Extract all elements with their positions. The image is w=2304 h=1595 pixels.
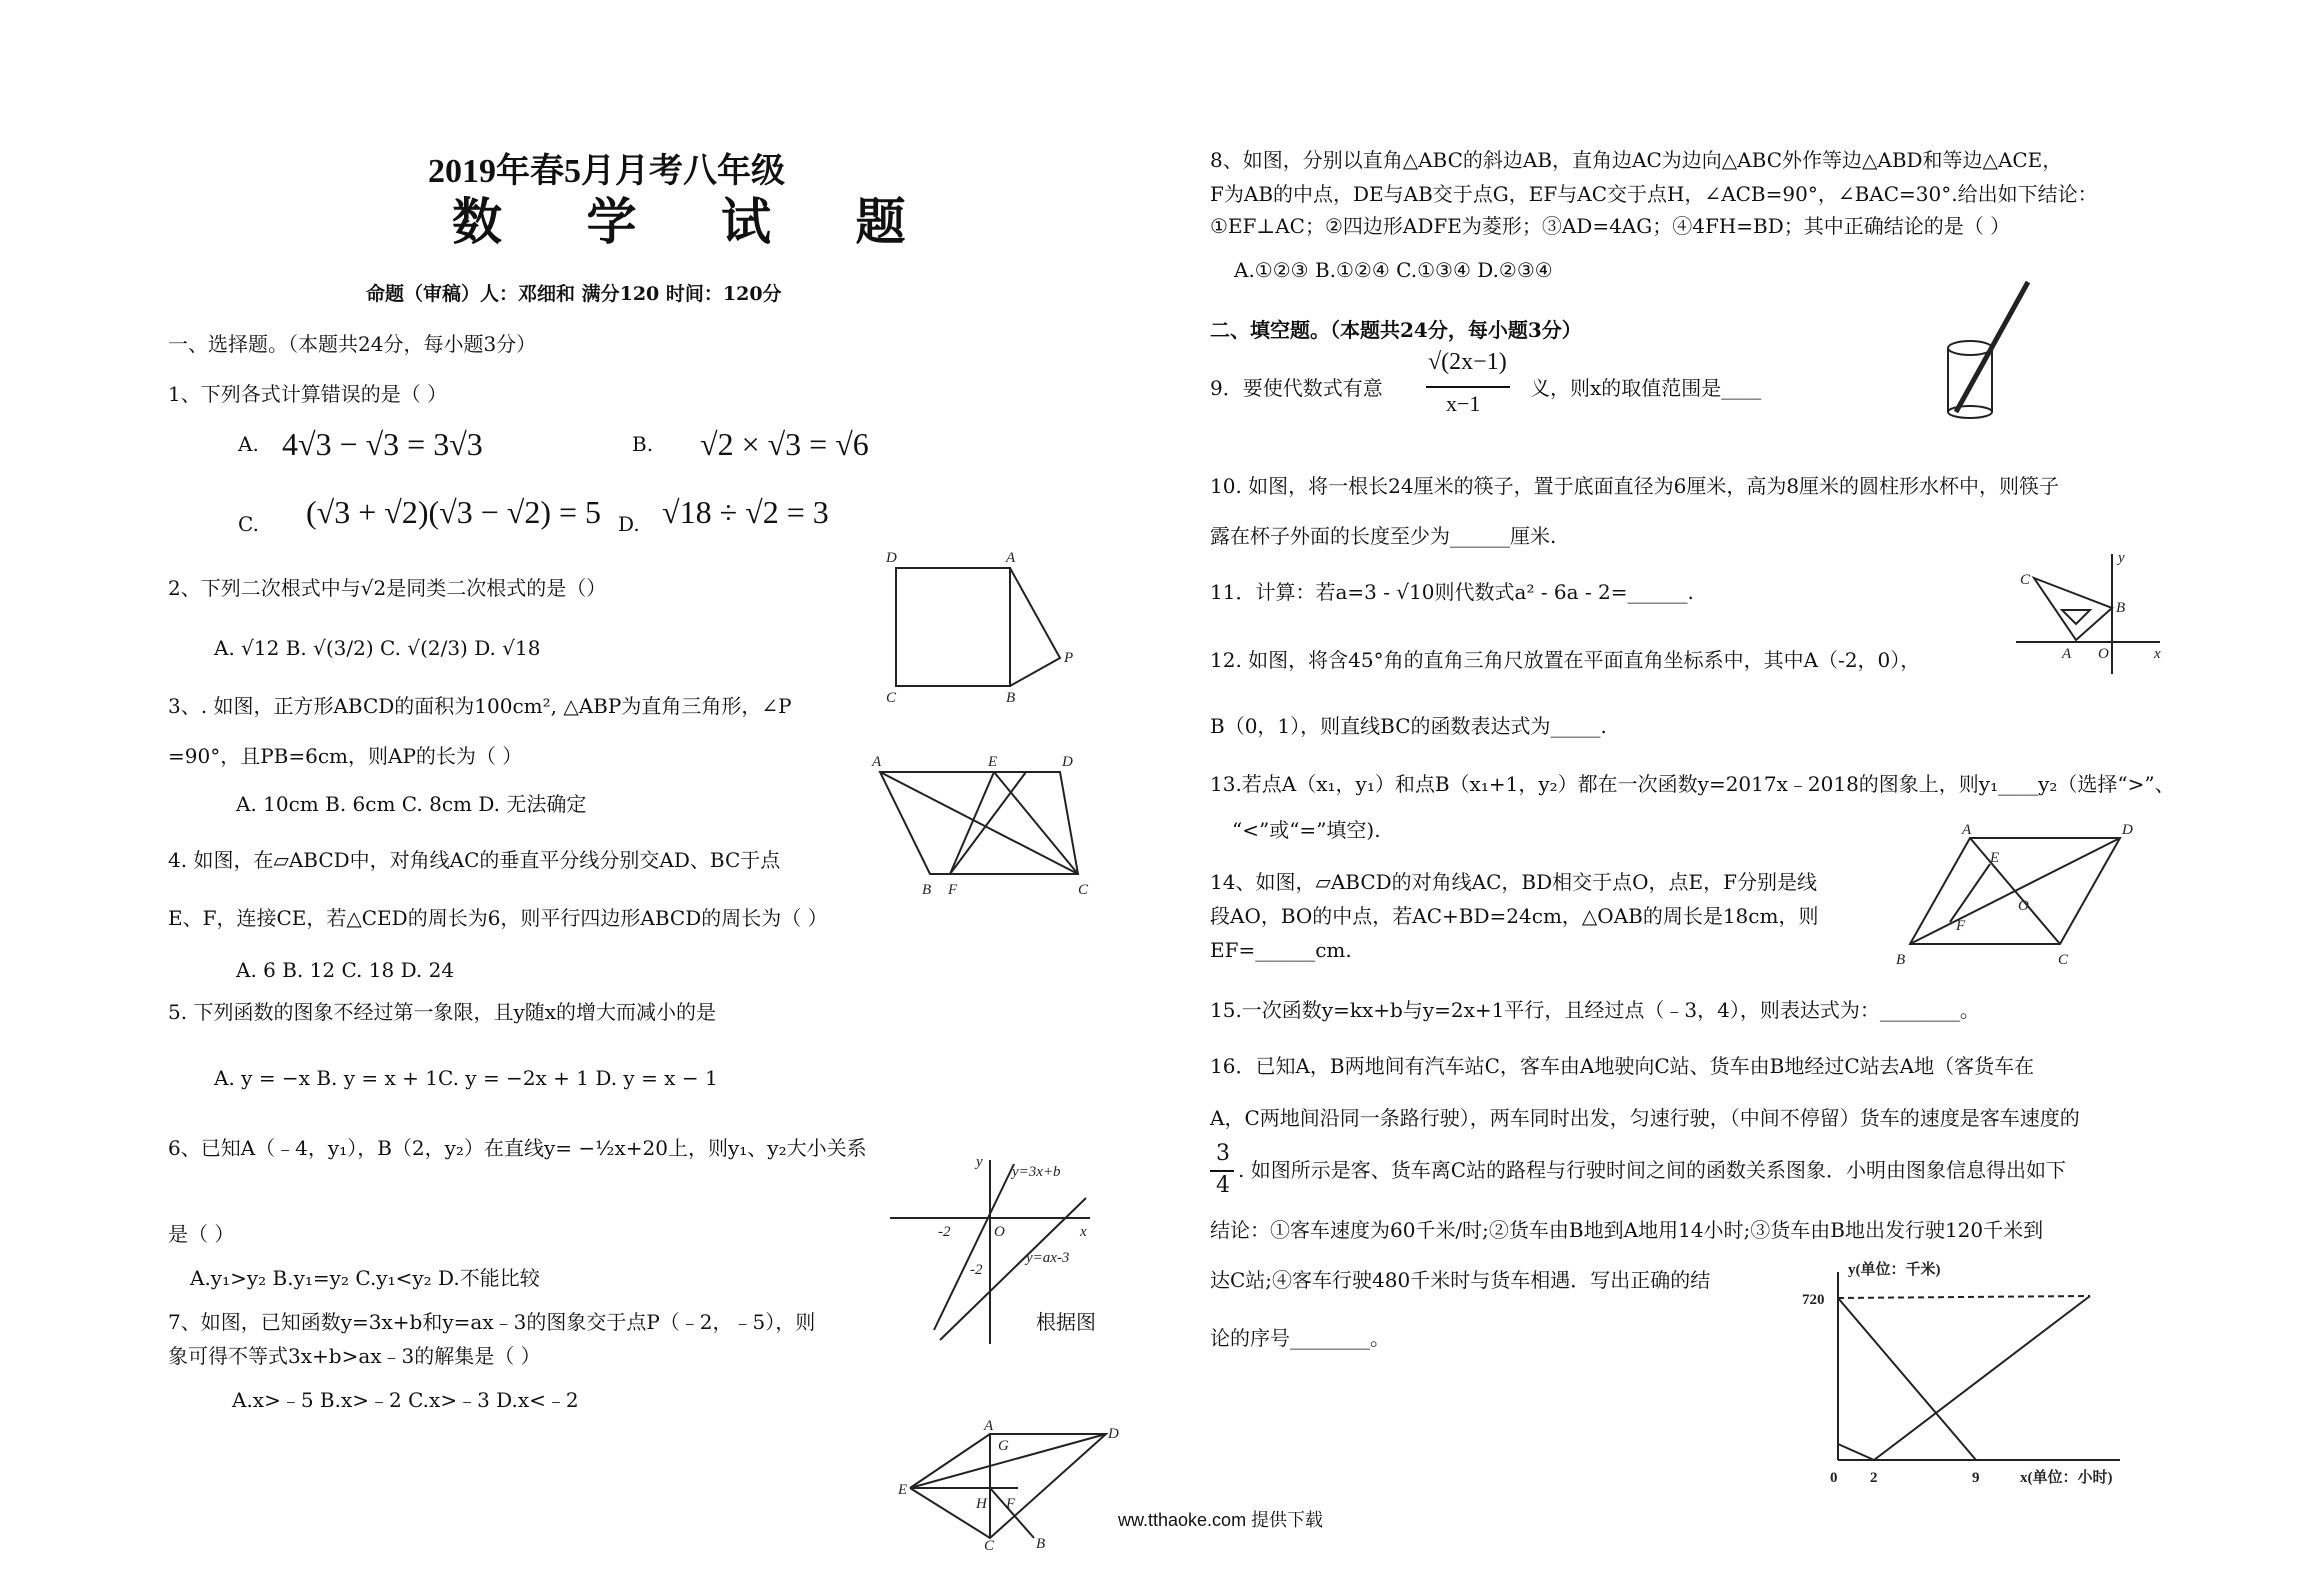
question-16-line3: . 如图所示是客、货车离C站的路程与行驶时间之间的函数关系图象．小明由图象信息得出如下 <box>1238 1158 2067 1182</box>
section-2-heading: 二、填空题。（本题共24分，每小题3分） <box>1210 318 1582 342</box>
q8-options: A.①②③ B.①②④ C.①③④ D.②③④ <box>1234 258 1553 282</box>
fig4-label-b: B <box>922 882 932 898</box>
fig14-label-d: D <box>2122 822 2133 838</box>
fig16-label-720: 720 <box>1802 1292 1825 1308</box>
question-7-line2: 象可得不等式3x+b>ax﹣3的解集是（ ） <box>168 1344 541 1368</box>
fig8-label-g: G <box>998 1438 1009 1454</box>
question-14-line2: 段AO，BO的中点，若AC+BD=24cm，△OAB的周长是18cm，则 <box>1210 904 1819 928</box>
question-7-line1: 7、如图，已知函数y=3x+b和y=ax﹣3的图象交于点P（﹣2，﹣5），则 <box>168 1310 816 1334</box>
question-2: 2、下列二次根式中与√2是同类二次根式的是（） <box>168 576 607 600</box>
question-4-line1: 4. 如图，在▱ABCD中，对角线AC的垂直平分线分别交AD、BC于点 <box>168 848 781 872</box>
fig14-label-b: B <box>1896 952 1906 968</box>
q2-options: A. √12 B. √(3/2) C. √(2/3) D. √18 <box>214 636 541 660</box>
exam-title-line2: 数 学 试 题 <box>452 194 942 250</box>
question-16-line5: 达C站;④客车行驶480千米时与货车相遇．写出正确的结 <box>1210 1268 1711 1292</box>
question-5: 5. 下列函数的图象不经过第一象限，且y随x的增大而减小的是 <box>168 1000 717 1024</box>
q16-fraction-denominator: 4 <box>1216 1173 1230 1198</box>
fig14-label-c: C <box>2058 952 2069 968</box>
question-10-line2: 露在杯子外面的长度至少为______厘米. <box>1210 524 1557 548</box>
q6-options: A.y₁>y₂ B.y₁=y₂ C.y₁<y₂ D.不能比较 <box>190 1266 540 1290</box>
question-15: 15.一次函数y=kx+b与y=2x+1平行，且经过点（﹣3，4），则表达式为：________。 <box>1210 998 1980 1022</box>
question-9-post: 义，则x的取值范围是____ <box>1530 376 1762 400</box>
fig7-label-line2: y=ax-3 <box>1026 1250 1070 1266</box>
figure-lines-q7 <box>880 1150 1100 1350</box>
question-1: 1、下列各式计算错误的是（ ） <box>168 382 448 406</box>
fig8-label-d: D <box>1108 1426 1119 1442</box>
question-13-line1: 13.若点A（x₁，y₁）和点B（x₁+1，y₂）都在一次函数y=2017x﹣2018的图象上，则y₁____y₂（选择“>”、 <box>1210 772 2175 796</box>
fig16-label-2: 2 <box>1870 1470 1878 1486</box>
exam-meta: 命题（审稿）人：邓细和 满分120 时间：120分 <box>366 283 782 305</box>
q7-options: A.x>﹣5 B.x>﹣2 C.x>﹣3 D.x<﹣2 <box>232 1388 579 1412</box>
question-10-line1: 10. 如图，将一根长24厘米的筷子，置于底面直径为6厘米，高为8厘米的圆柱形水杯中，则筷子 <box>1210 474 2060 498</box>
q16-fraction-numerator: 3 <box>1216 1141 1230 1166</box>
q9-fraction-denominator: x−1 <box>1446 391 1481 416</box>
fig-label-d: D <box>886 550 897 566</box>
figure-cup-q10 <box>1930 276 2040 426</box>
fig-label-c: C <box>886 690 897 706</box>
fig14-label-o: O <box>2018 898 2029 914</box>
question-8-line2: F为AB的中点，DE与AB交于点G，EF与AC交于点H，∠ACB=90°，∠BAC=30°.给出如下结论： <box>1210 182 2098 206</box>
question-3-line1: 3、. 如图，正方形ABCD的面积为100cm², △ABP为直角三角形，∠P <box>168 694 792 718</box>
q1-option-c-label: C. <box>238 512 259 536</box>
q5-options: A. y = −x B. y = x + 1C. y = −2x + 1 D. y = x − 1 <box>214 1066 718 1090</box>
fig7-label-x: x <box>1080 1224 1087 1240</box>
question-7-tail: 根据图 <box>1036 1310 1096 1334</box>
question-14-line1: 14、如图，▱ABCD的对角线AC，BD相交于点O，点E，F分别是线 <box>1210 870 1818 894</box>
fig7-label-o: O <box>994 1224 1005 1240</box>
q1-option-c: (√3 + √2)(√3 − √2) = 5 <box>306 494 602 530</box>
fig14-label-f: F <box>1956 918 1966 934</box>
question-16-line6: 论的序号________。 <box>1210 1326 1390 1350</box>
question-14-line3: EF=______cm. <box>1210 938 1352 962</box>
question-11: 11．计算：若a=3 - √10则代数式a² - 6a - 2=______. <box>1210 580 1694 604</box>
fig12-label-c: C <box>2020 572 2031 588</box>
question-12-line1: 12. 如图，将含45°角的直角三角尺放置在平面直角坐标系中，其中A（-2，0）， <box>1210 648 1921 672</box>
q3-options: A. 10cm B. 6cm C. 8cm D. 无法确定 <box>236 792 587 816</box>
fig8-label-a: A <box>984 1418 994 1434</box>
q9-fraction-numerator: √(2x−1) <box>1428 349 1507 375</box>
fig4-label-a: A <box>872 754 882 770</box>
question-4-line2: E、F，连接CE，若△CED的周长为6，则平行四边形ABCD的周长为（ ） <box>168 906 828 930</box>
q9-fraction-bar <box>1426 386 1510 388</box>
exam-title-line1: 2019年春5月月考八年级 <box>428 153 785 190</box>
fig12-label-a: A <box>2062 646 2072 662</box>
fig12-label-b: B <box>2116 600 2126 616</box>
figure-square-triangle <box>880 548 1080 708</box>
q1-option-a-label: A. <box>238 432 259 456</box>
section-1-heading: 一、选择题。（本题共24分，每小题3分） <box>168 332 537 356</box>
figure-axes-q12 <box>2006 548 2166 678</box>
fig12-label-o: O <box>2098 646 2109 662</box>
figure-parallelogram-q4 <box>866 750 1089 900</box>
fig14-label-a: A <box>1962 822 1972 838</box>
footer-source: ww.tthaoke.com 提供下载 <box>1118 1510 1324 1530</box>
fig12-label-y: y <box>2118 550 2125 566</box>
figure-triangles-q8 <box>896 1418 1126 1554</box>
fig4-label-d: D <box>1062 754 1073 770</box>
q1-option-d-label: D. <box>618 512 640 536</box>
fig8-label-b: B <box>1036 1536 1046 1552</box>
fig16-label-0: 0 <box>1830 1470 1838 1486</box>
fig16-label-y: y(单位：千米) <box>1848 1262 1941 1278</box>
question-3-line2: =90°，且PB=6cm，则AP的长为（ ） <box>168 744 523 768</box>
question-8-line1: 8、如图，分别以直角△ABC的斜边AB，直角边AC为边向△ABC外作等边△ABD和等边△ACE， <box>1210 148 2063 172</box>
q16-fraction-bar <box>1210 1170 1234 1172</box>
question-16-line4: 结论：①客车速度为60千米/时;②货车由B地到A地用14小时;③货车由B地出发行驶120千米到 <box>1210 1218 2044 1242</box>
fig7-label-y: y <box>976 1154 983 1170</box>
question-16-line1: 16．已知A，B两地间有汽车站C，客车由A地驶向C站、货车由B地经过C站去A地（客货车在 <box>1210 1054 2035 1078</box>
fig-label-p: P <box>1064 650 1074 666</box>
fig-label-a: A <box>1006 550 1016 566</box>
fig8-label-f: F <box>1006 1496 1016 1512</box>
q1-option-d: √18 ÷ √2 = 3 <box>662 494 829 530</box>
q1-option-a: 4√3 − √3 = 3√3 <box>282 426 483 462</box>
fig8-label-h: H <box>976 1496 987 1512</box>
fig8-label-c: C <box>984 1538 995 1554</box>
fig8-label-e: E <box>898 1482 908 1498</box>
fig12-label-x: x <box>2154 646 2161 662</box>
question-9-pre: 9．要使代数式有意 <box>1210 376 1383 400</box>
fig4-label-c: C <box>1078 882 1089 898</box>
fig-label-b: B <box>1006 690 1016 706</box>
figure-parallelogram-q14 <box>1890 818 2150 968</box>
question-16-line2: A，C两地间沿同一条路行驶），两车同时出发，匀速行驶，（中间不停留）货车的速度是客车速度的 <box>1210 1106 2080 1130</box>
fig4-label-e: E <box>988 754 998 770</box>
question-6-line2: 是（ ） <box>168 1222 235 1246</box>
q1-option-b-label: B. <box>632 432 654 456</box>
fig7-label-neg2-y: -2 <box>970 1262 983 1278</box>
q4-options: A. 6 B. 12 C. 18 D. 24 <box>236 958 455 982</box>
fig7-label-neg2-x: -2 <box>938 1224 951 1240</box>
fig7-label-line1: y=3x+b <box>1012 1164 1061 1180</box>
figure-graph-q16 <box>1800 1260 2130 1490</box>
fig4-label-f: F <box>948 882 958 898</box>
question-12-line2: B（0，1），则直线BC的函数表达式为_____. <box>1210 714 1607 738</box>
fig16-label-x: x(单位：小时) <box>2020 1470 2113 1486</box>
question-8-line3: ①EF⊥AC；②四边形ADFE为菱形；③AD=4AG；④4FH=BD；其中正确结论的是（ ） <box>1210 214 2011 238</box>
q1-option-b: √2 × √3 = √6 <box>700 426 869 462</box>
question-13-line2: “<”或“=”填空). <box>1232 818 1381 842</box>
question-6-line1: 6、已知A（﹣4，y₁），B（2，y₂）在直线y= −½x+20上，则y₁、y₂大小关系 <box>168 1136 867 1160</box>
fig14-label-e: E <box>1990 850 2000 866</box>
fig16-label-9: 9 <box>1972 1470 1980 1486</box>
